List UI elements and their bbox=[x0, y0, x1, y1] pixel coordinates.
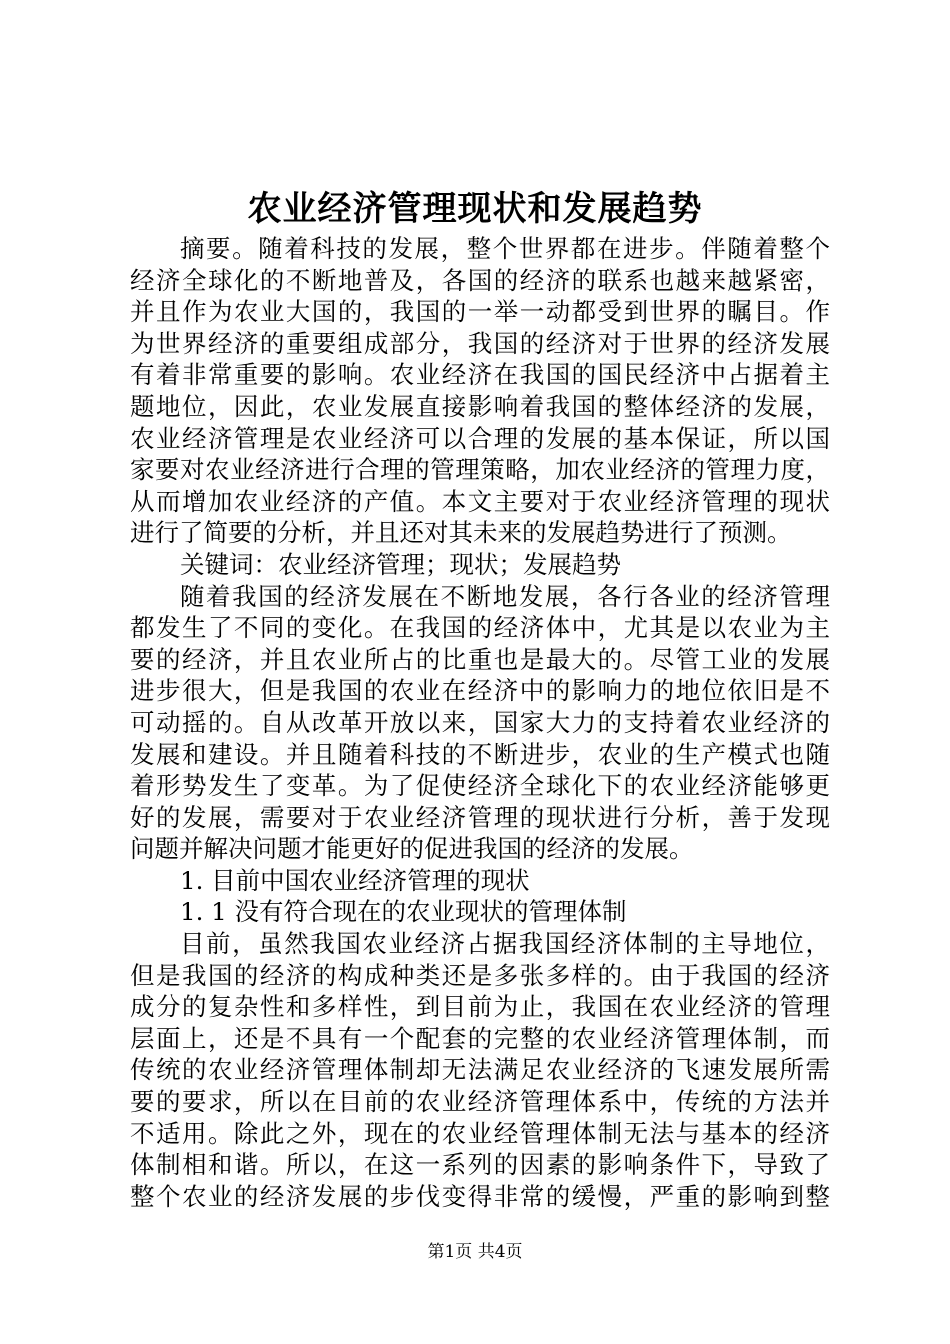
text-line: 进步很大，但是我国的农业在经济中的影响力的地位依旧是不 bbox=[130, 676, 830, 706]
text-line: 可动摇的。自从改革开放以来，国家大力的支持着农业经济的 bbox=[130, 707, 830, 737]
text-line: 发展和建设。并且随着科技的不断进步，农业的生产模式也随 bbox=[130, 739, 830, 769]
text-line: 经济全球化的不断地普及，各国的经济的联系也越来越紧密， bbox=[130, 265, 830, 295]
text-line: 问题并解决问题才能更好的促进我国的经济的发展。 bbox=[130, 834, 694, 864]
text-line: 1. 目前中国农业经济管理的现状 bbox=[180, 865, 530, 895]
text-line: 传统的农业经济管理体制却无法满足农业经济的飞速发展所需 bbox=[130, 1055, 830, 1085]
text-line: 家要对农业经济进行合理的管理策略，加农业经济的管理力度， bbox=[130, 455, 830, 485]
text-line: 进行了简要的分析，并且还对其未来的发展趋势进行了预测。 bbox=[130, 518, 792, 548]
text-line: 为世界经济的重要组成部分，我国的经济对于世界的经济发展 bbox=[130, 328, 830, 358]
text-line: 目前，虽然我国农业经济占据我国经济体制的主导地位， bbox=[180, 929, 830, 959]
page-footer: 第1页 共4页 bbox=[427, 1242, 523, 1262]
text-line: 但是我国的经济的构成种类还是多张多样的。由于我国的经济 bbox=[130, 960, 830, 990]
text-line: 关键词：农业经济管理；现状；发展趋势 bbox=[180, 549, 621, 579]
text-line: 不适用。除此之外，现在的农业经管理体制无法与基本的经济 bbox=[130, 1118, 830, 1148]
text-line: 随着我国的经济发展在不断地发展，各行各业的经济管理 bbox=[180, 581, 830, 611]
text-line: 整个农业的经济发展的步伐变得非常的缓慢，严重的影响到整 bbox=[130, 1181, 830, 1211]
text-line: 都发生了不同的变化。在我国的经济体中，尤其是以农业为主 bbox=[130, 613, 830, 643]
text-line: 摘要。随着科技的发展，整个世界都在进步。伴随着整个 bbox=[180, 234, 830, 263]
text-line: 题地位，因此，农业发展直接影响着我国的整体经济的发展， bbox=[130, 391, 830, 421]
text-line: 从而增加农业经济的产值。本文主要对于农业经济管理的现状 bbox=[130, 486, 830, 516]
text-line: 体制相和谐。所以，在这一系列的因素的影响条件下，导致了 bbox=[130, 1150, 830, 1180]
text-line: 有着非常重要的影响。农业经济在我国的国民经济中占据着主 bbox=[130, 360, 830, 390]
text-line: 1. 1 没有符合现在的农业现状的管理体制 bbox=[180, 897, 627, 927]
text-line: 成分的复杂性和多样性，到目前为止，我国在农业经济的管理 bbox=[130, 992, 830, 1022]
text-line: 并且作为农业大国的，我国的一举一动都受到世界的瞩目。作 bbox=[130, 297, 830, 327]
text-line: 要的要求，所以在目前的农业经济管理体系中，传统的方法并 bbox=[130, 1087, 830, 1117]
text-line: 着形势发生了变革。为了促使经济全球化下的农业经济能够更 bbox=[130, 771, 830, 801]
document-title: 农业经济管理现状和发展趋势 bbox=[247, 189, 703, 229]
text-line: 好的发展，需要对于农业经济管理的现状进行分析，善于发现 bbox=[130, 802, 830, 832]
document-body bbox=[130, 233, 830, 1212]
text-line: 要的经济，并且农业所占的比重也是最大的。尽管工业的发展 bbox=[130, 644, 830, 674]
text-line: 层面上，还是不具有一个配套的完整的农业经济管理体制，而 bbox=[130, 1023, 830, 1053]
text-line: 农业经济管理是农业经济可以合理的发展的基本保证，所以国 bbox=[130, 423, 830, 453]
